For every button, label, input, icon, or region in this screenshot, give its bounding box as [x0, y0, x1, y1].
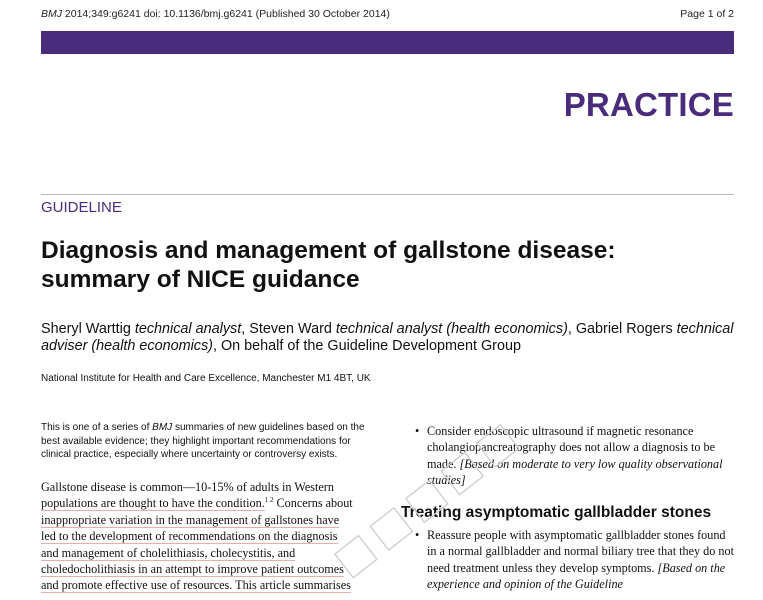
article-type: GUIDELINE: [41, 199, 122, 216]
body-line: [41, 545, 377, 561]
body-line-text: populations are thought to have the condition.: [41, 496, 265, 511]
author-list: [41, 321, 741, 355]
author-name: Sheryl Warttig: [41, 321, 135, 337]
evidence-note: [Based on moderate to very low quality observational studies]: [427, 456, 723, 488]
affiliation: National Institute for Health and Care Excellence, Manchester M1 4BT, UK: [41, 373, 371, 384]
body-line-text: Concerns about: [273, 496, 353, 511]
journal-abbrev: BMJ: [41, 8, 62, 20]
body-line-text: inappropriate variation in the management of gallstones have: [41, 512, 340, 527]
intro-text: This is one of a series of: [41, 422, 153, 433]
series-intro: [41, 421, 381, 462]
body-line: Gallstone disease is common—10-15% of adults in Western: [41, 480, 334, 494]
bullet-icon: •: [415, 424, 420, 438]
author-role: technical analyst (health economics): [335, 321, 568, 337]
body-line-text: choledocholithiasis in an attempt to improve patient outcomes: [41, 562, 344, 577]
body-line: [41, 561, 377, 577]
header-band: [41, 31, 734, 54]
recommendation-text: Reassure people with asymptomatic gallbladder stones found in a normal gallbladder and normal biliary tree that they do not need treatment unless they develop symptoms.: [427, 528, 734, 575]
body-line-text: and management of cholelithiasis, cholecystitis, and: [41, 545, 296, 560]
evidence-note: [Based on the experience and opinion of the Guideline: [427, 560, 726, 592]
recommendation-bullet: [415, 423, 737, 489]
running-header-citation: [41, 8, 390, 20]
article-title: Diagnosis and management of gallstone disease: summary of NICE guidance: [41, 237, 616, 293]
body-line: [41, 512, 377, 528]
divider: [41, 194, 734, 195]
body-line-text: led to the development of recommendations on the diagnosis: [41, 529, 338, 544]
recommendation-text: Consider endoscopic ultrasound if magnetic resonance cholangiopancreatography does not allow a diagnosis to be made.: [427, 424, 716, 471]
body-line-text: and promote effective use of resources. This article summarises: [41, 578, 351, 593]
recommendation-bullet: [415, 527, 737, 593]
page-number: Page 1 of 2: [680, 8, 734, 20]
author-role: technical analyst: [134, 321, 242, 337]
bullet-icon: •: [415, 528, 420, 542]
section-label: PRACTICE: [563, 86, 734, 123]
author-role: technical adviser (health economics): [41, 321, 734, 354]
body-line: [41, 528, 377, 544]
body-text: [41, 479, 377, 594]
reference-link[interactable]: 1 2: [264, 496, 274, 505]
citation-text: 2014;349:g6241 doi: 10.1136/bmj.g6241 (Published 30 October 2014): [62, 8, 390, 20]
intro-text: summaries of new guidelines based on the best available evidence; they highlight important recommendations for clinical practice, especially where uncertainty or controversy exists.: [41, 422, 365, 460]
author-group: , On behalf of the Guideline Development Group: [212, 338, 521, 354]
body-line: [41, 495, 377, 511]
body-line: [41, 577, 377, 593]
subheading: Treating asymptomatic gallbladder stones: [401, 504, 712, 521]
intro-journal: BMJ: [152, 422, 173, 433]
author-name: , Gabriel Rogers: [567, 321, 677, 337]
author-name: , Steven Ward: [241, 321, 336, 337]
